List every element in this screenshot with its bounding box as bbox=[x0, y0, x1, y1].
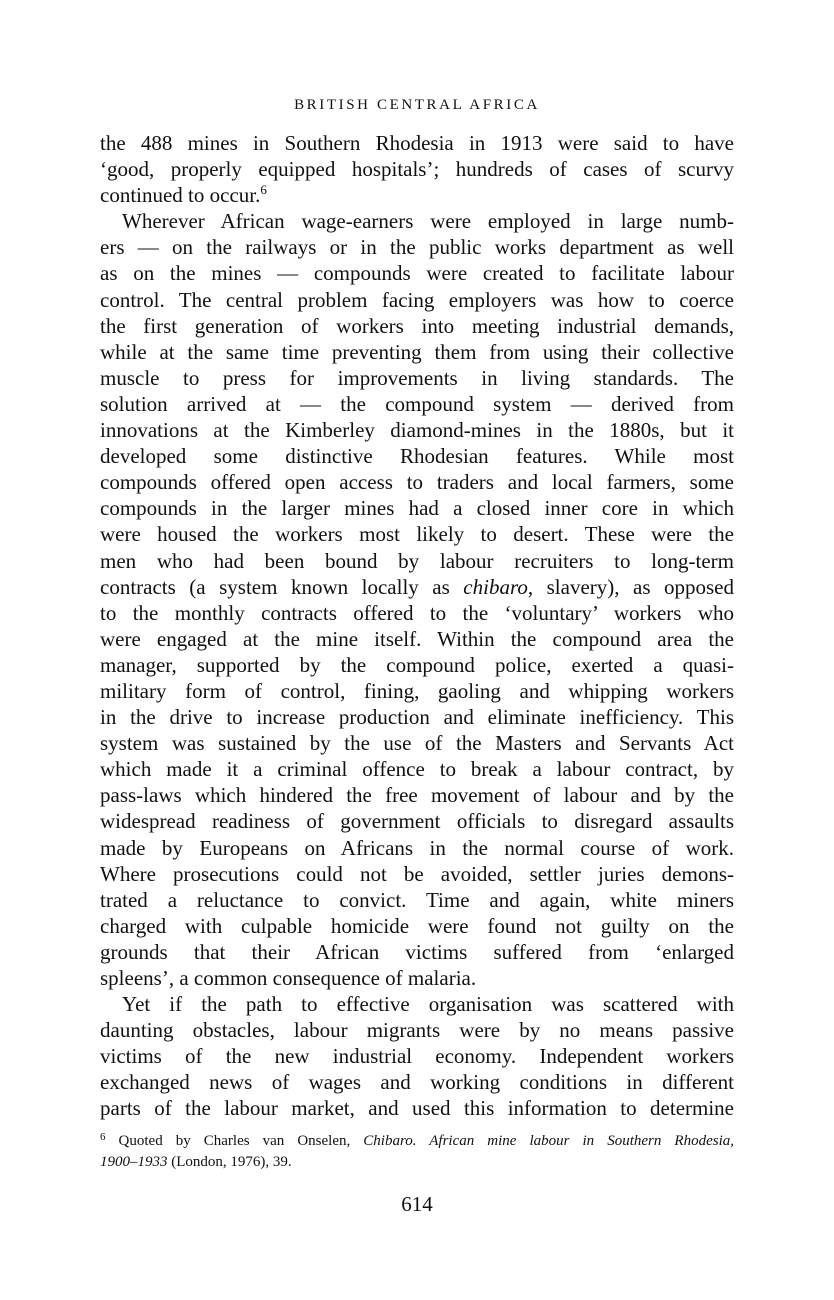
page-number: 614 bbox=[401, 1192, 433, 1216]
text-line: innovations at the Kimberley diamond-mines in the 1880s, but it bbox=[100, 418, 734, 443]
text-line: developed some distinctive Rhodesian features. While most bbox=[100, 444, 734, 469]
footnote-line bbox=[100, 1152, 734, 1173]
text-segment: , slavery), as opposed bbox=[527, 574, 735, 599]
body-text bbox=[100, 130, 734, 1122]
text-line: spleens’, a common consequence of malaria. bbox=[100, 966, 477, 990]
text-line: ‘good, properly equipped hospitals’; hundreds of cases of scurvy bbox=[100, 157, 734, 182]
footnote-text: Quoted by Charles van Onselen, bbox=[105, 1133, 364, 1149]
text-line: the first generation of workers into meeting industrial demands, bbox=[100, 313, 734, 338]
text-line: parts of the labour market, and used this information to determine bbox=[100, 1096, 734, 1121]
text-line-content: continued to occur. bbox=[100, 183, 261, 208]
text-line: Where prosecutions could not be avoided, settler juries demons- bbox=[100, 861, 734, 886]
footnote-line bbox=[100, 1131, 734, 1152]
text-line: trated a reluctance to convict. Time and again, white miners bbox=[100, 887, 734, 912]
text-line: while at the same time preventing them from using their collective bbox=[100, 339, 734, 364]
italic-term: chibaro bbox=[463, 574, 528, 599]
text-line: compounds in the larger mines had a closed inner core in which bbox=[100, 496, 734, 521]
text-line: military form of control, fining, gaoling and whipping workers bbox=[100, 678, 734, 703]
paragraph-first-line: Wherever African wage-earners were employed in large numb- bbox=[122, 209, 734, 234]
footnote-title-dates: 1900–1933 bbox=[100, 1154, 168, 1170]
text-line: victims of the new industrial economy. Independent workers bbox=[100, 1044, 734, 1069]
text-line: compounds offered open access to traders and local farmers, some bbox=[100, 470, 734, 495]
text-line: exchanged news of wages and working conditions in different bbox=[100, 1070, 734, 1095]
text-line: made by Europeans on Africans in the normal course of work. bbox=[100, 835, 734, 860]
running-head: BRITISH CENTRAL AFRICA bbox=[294, 97, 540, 113]
footnote-number: 6 bbox=[100, 1131, 106, 1143]
text-line: the 488 mines in Southern Rhodesia in 1913 were said to have bbox=[100, 131, 734, 155]
text-line: which made it a criminal offence to break a labour contract, by bbox=[100, 757, 734, 782]
text-line: in the drive to increase production and eliminate inefficiency. This bbox=[100, 705, 734, 730]
text-line: muscle to press for improvements in living standards. The bbox=[100, 365, 734, 390]
text-line: were engaged at the mine itself. Within the compound area the bbox=[100, 626, 734, 651]
text-line: men who had been bound by labour recruiters to long-term bbox=[100, 548, 734, 573]
footnote-title: Chibaro. African mine labour in Southern Rhodesia, bbox=[363, 1133, 734, 1149]
text-line: pass-laws which hindered the free movement of labour and by the bbox=[100, 783, 734, 808]
text-line bbox=[100, 182, 734, 208]
paragraph-first-line: Yet if the path to effective organisation was scattered with bbox=[122, 992, 734, 1017]
text-line: charged with culpable homicide were found not guilty on the bbox=[100, 913, 734, 938]
text-line: as on the mines — compounds were created to facilitate labour bbox=[100, 261, 734, 286]
text-segment: contracts (a system known locally as bbox=[100, 574, 464, 599]
text-line: solution arrived at — the compound system — derived from bbox=[100, 391, 734, 416]
text-line: to the monthly contracts offered to the ‘voluntary’ workers who bbox=[100, 600, 734, 625]
text-line: system was sustained by the use of the Masters and Servants Act bbox=[100, 731, 734, 756]
footnote-text: (London, 1976), 39. bbox=[167, 1154, 292, 1170]
text-line bbox=[100, 574, 734, 600]
text-line: daunting obstacles, labour migrants were by no means passive bbox=[100, 1018, 734, 1043]
text-line: were housed the workers most likely to desert. These were the bbox=[100, 522, 734, 547]
text-line: grounds that their African victims suffered from ‘enlarged bbox=[100, 939, 734, 964]
text-line: control. The central problem facing employers was how to coerce bbox=[100, 287, 734, 312]
footnote-reference[interactable]: 6 bbox=[260, 182, 267, 198]
text-line: widespread readiness of government officials to disregard assaults bbox=[100, 809, 734, 834]
footnote bbox=[100, 1131, 734, 1173]
text-line: manager, supported by the compound police, exerted a quasi- bbox=[100, 652, 734, 677]
text-line: ers — on the railways or in the public works department as well bbox=[100, 235, 734, 260]
